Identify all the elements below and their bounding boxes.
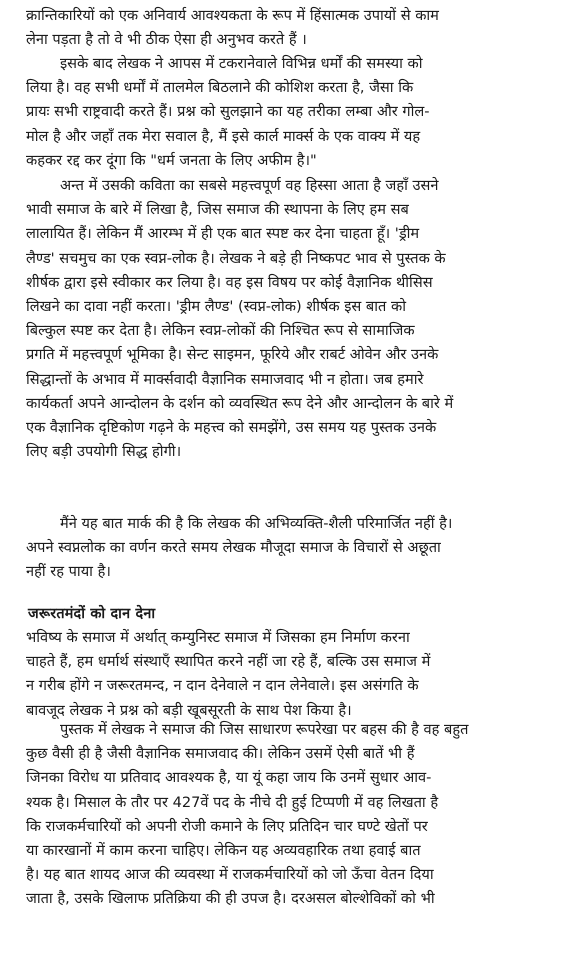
text-line: नहीं रह पाया है। (26, 563, 111, 581)
text-line: चाहते हैं, हम धर्मार्थ संस्थाएँ स्थापित करने नहीं जा रहे हैं, बल्कि उस समाज में (26, 653, 431, 671)
text-line: शीर्षक द्वारा इसे स्वीकार कर लिया है। वह इस विषय पर कोई वैज्ञानिक थीसिस (26, 273, 433, 291)
text-line: जिनका विरोध या प्रतिवाद आवश्यक है, या यूं कहा जाय कि उनमें सुधार आव- (26, 769, 432, 787)
text-line: कार्यकर्ता अपने आन्दोलन के दर्शन को व्यवस्थित रूप देने और आन्दोलन के बारे में (26, 394, 454, 412)
text-line: प्रायः सभी राष्ट्रवादी करते हैं। प्रश्न को सुलझाने का यह तरीका लम्बा और गोल- (26, 103, 430, 121)
paragraph (26, 718, 558, 912)
section-heading: जरूरतमंदों को दान देना (28, 606, 156, 622)
text-line: कुछ वैसी ही है जैसी वैज्ञानिक समाजवाद की। लेकिन उसमें ऐसी बातें भी हैं (26, 745, 415, 763)
text-line: क्रान्तिकारियों को एक अनिवार्य आवश्यकता के रूप में हिंसात्मक उपायों से काम (26, 7, 439, 24)
text-line: पुस्तक में लेखक ने समाज की जिस साधारण रूपरेखा पर बहस की है वह बहुत (60, 721, 469, 738)
text-line: लेना पड़ता है तो वे भी ठीक ऐसा ही अनुभव करते हैं । (26, 31, 307, 49)
text-line: सिद्धान्तों के अभाव में मार्क्सवादी वैज्ञानिक समाजवाद भी न होता। जब हमारे (26, 370, 424, 388)
paragraph (26, 4, 558, 52)
text-line: मैंने यह बात मार्क की है कि लेखक की अभिव्यक्ति-शैली परिमार्जित नहीं है। (60, 515, 453, 532)
text-line: भावी समाज के बारे में लिखा है, जिस समाज की स्थापना के लिए हम सब (26, 201, 409, 219)
text-line: लिया है। वह सभी धर्मों में तालमेल बिठलाने की कोशिश करता है, जैसा कि (26, 79, 414, 97)
text-line: अन्त में उसकी कविता का सबसे महत्त्वपूर्ण वह हिस्सा आता है जहाँ उसने (60, 177, 439, 194)
text-line: है। यह बात शायद आज की व्यवस्था में राजकर्मचारियों को जो ऊँचा वेतन दिया (26, 866, 434, 884)
text-line: कहकर रद्द कर दूंगा कि "धर्म जनता के लिए अफीम है।" (26, 151, 317, 169)
text-line: लिखने का दावा नहीं करता। 'ड्रीम लैण्ड' (स्वप्न-लोक) शीर्षक इस बात को (26, 298, 406, 316)
paragraph (26, 174, 558, 464)
text-line: लिए बड़ी उपयोगी सिद्ध होगी। (26, 443, 182, 461)
paragraph (26, 512, 558, 585)
text-line: मोल है और जहाँ तक मेरा सवाल है, मैं इसे कार्ल मार्क्स के एक वाक्य में यह (26, 127, 421, 145)
text-line: इसके बाद लेखक ने आपस में टकरानेवाले विभिन्न धर्मों की समस्या को (60, 55, 423, 72)
text-line: भविष्य के समाज में अर्थात् कम्युनिस्ट समाज में जिसका हम निर्माण करना (26, 629, 410, 646)
text-line: जाता है, उसके खिलाफ प्रतिक्रिया की ही उपज है। दरअसल बोल्शेविकों को भी (26, 890, 435, 908)
text-line: कि राजकर्मचारियों को अपनी रोजी कमाने के लिए प्रतिदिन चार घण्टे खेतों पर (26, 817, 428, 835)
text-line: श्यक है। मिसाल के तौर पर 427वें पद के नीचे दी हुई टिप्पणी में वह लिखता है (26, 793, 439, 811)
text-line: या कारखानों में काम करना चाहिए। लेकिन यह अव्यवहारिक तथा हवाई बात (26, 842, 421, 860)
text-line: अपने स्वप्नलोक का वर्णन करते समय लेखक मौजूदा समाज के विचारों से अछूता (26, 539, 441, 557)
text-line: प्रगति में महत्त्वपूर्ण भूमिका है। सेन्ट साइमन, फूरिये और राबर्ट ओवेन और उनके (26, 346, 439, 364)
text-line: बिल्कुल स्पष्ट कर देता है। लेकिन स्वप्न-लोकों की निश्चित रूप से सामाजिक (26, 322, 415, 340)
paragraph (26, 52, 558, 173)
paragraph (26, 626, 558, 723)
text-line: एक वैज्ञानिक दृष्टिकोण गढ़ने के महत्त्व को समझेंगे, उस समय यह पुस्तक उनके (26, 419, 437, 437)
text-line: लैण्ड' सचमुच का एक स्वप्न-लोक है। लेखक ने बड़े ही निष्कपट भाव से पुस्तक के (26, 249, 446, 267)
text-line: न गरीब होंगे न जरूरतमन्द, न दान देनेवाले न दान लेनेवाले। इस असंगति के (26, 677, 419, 695)
text-line: लालायित हैं। लेकिन मैं आरम्भ में ही एक बात स्पष्ट कर देना चाहता हूँ। 'ड्रीम (26, 225, 420, 243)
text-line: बावजूद लेखक ने प्रश्न को बड़ी खूबसूरती के साथ पेश किया है। (26, 701, 352, 719)
